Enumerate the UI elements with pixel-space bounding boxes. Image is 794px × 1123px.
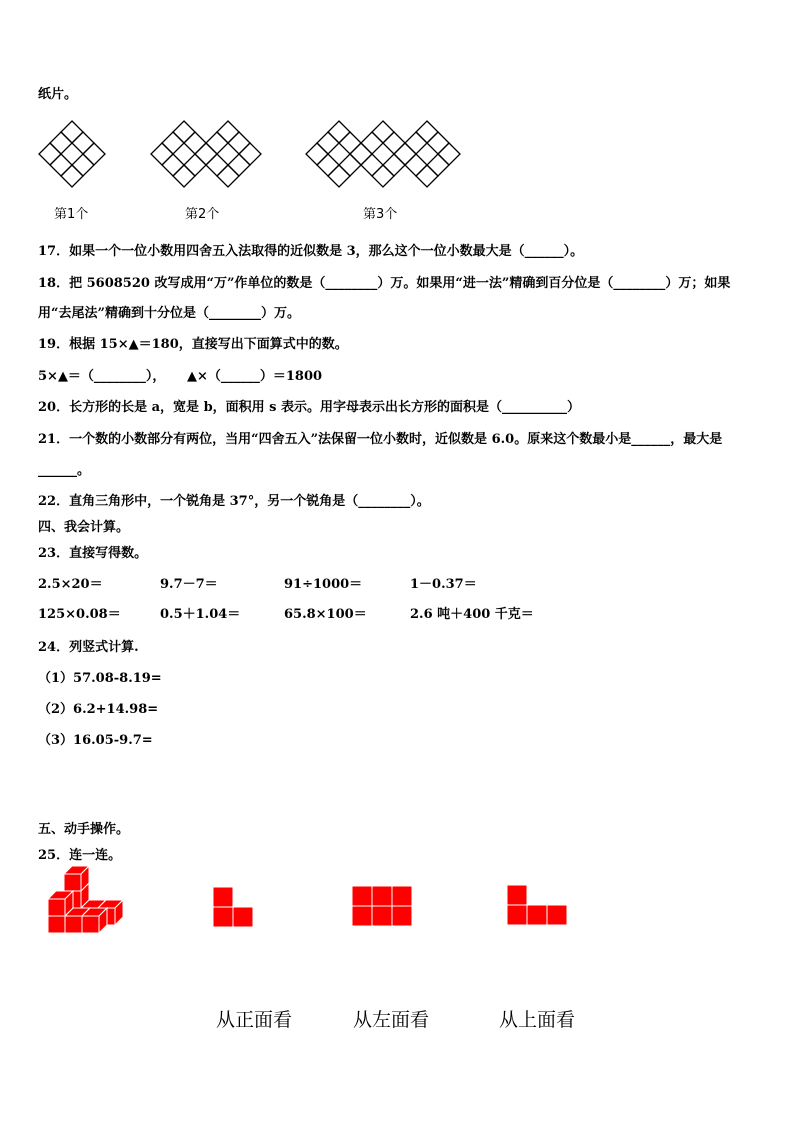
pattern-figure-1: [38, 118, 118, 190]
question-22: 22．直角三角形中，一个锐角是 37°，另一个锐角是（________）。: [38, 494, 430, 509]
question-20: 20．长方形的长是 a，宽是 b，面积用 s 表示。用字母表示出长方形的面积是（__________）: [38, 400, 581, 415]
pattern-figure-3: [305, 118, 475, 190]
diamond-square: [438, 143, 460, 165]
diamond-square: [173, 165, 195, 187]
diamond-square: [228, 132, 250, 154]
question-23: 23．直接写得数。: [38, 546, 148, 561]
view-shape-grid: [351, 885, 413, 929]
diamond-square: [361, 154, 383, 176]
question-17: 17．如果一个一位小数用四舍五入法取得的近似数是 3，那么这个一位小数最大是（______）。: [38, 244, 584, 259]
diamond-square: [427, 154, 449, 176]
view-label-front: 从正面看: [216, 1009, 293, 1031]
diamond-square: [61, 165, 83, 187]
diamond-square: [339, 154, 361, 176]
diamond-square: [50, 154, 72, 176]
question-21-line-1: 21．一个数的小数部分有两位，当用“四舍五入”法保留一位小数时，近似数是 6.0。原来这个数最小是______，最大是: [38, 432, 723, 447]
vertical-calc-item: （1）57.08-8.19=: [38, 671, 162, 686]
diamond-square: [383, 132, 405, 154]
calc-item: 125×0.08＝: [38, 607, 121, 622]
vertical-calc-item: （3）16.05-9.7=: [38, 733, 153, 748]
diamond-square: [339, 132, 361, 154]
diamond-square: [427, 132, 449, 154]
diamond-square: [151, 143, 173, 165]
unit-cube: [82, 908, 107, 933]
view-label-left: 从左面看: [353, 1009, 430, 1031]
calc-item: 0.5＋1.04＝: [160, 607, 241, 622]
view-shape-step: [506, 884, 568, 928]
question-18-line-2: 用“去尾法”精确到十分位是（________）万。: [38, 306, 300, 321]
diamond-square: [39, 143, 61, 165]
question-19-part-a: 5×▲＝（________），: [38, 369, 166, 384]
diamond-square: [72, 154, 94, 176]
diamond-square: [416, 121, 438, 143]
diamond-square: [317, 154, 339, 176]
question-24: 24．列竖式计算.: [38, 640, 139, 655]
calc-item: 2.5×20＝: [38, 577, 103, 592]
diamond-square: [195, 143, 217, 165]
diamond-square: [228, 154, 250, 176]
diamond-square: [217, 121, 239, 143]
diamond-square: [361, 132, 383, 154]
diamond-square: [394, 143, 416, 165]
question-19-part-b: ▲×（______）＝1800: [187, 369, 323, 384]
diamond-square: [416, 165, 438, 187]
vertical-calc-item: （2）6.2+14.98=: [38, 702, 159, 717]
calc-item: 1－0.37＝: [410, 577, 477, 592]
diamond-square: [328, 165, 350, 187]
diamond-square: [206, 132, 228, 154]
diamond-square: [350, 143, 372, 165]
calc-item: 91÷1000＝: [284, 577, 363, 592]
intro-fragment: 纸片。: [38, 87, 78, 102]
cube-solid-figure: [46, 874, 126, 936]
question-19: 19．根据 15×▲＝180，直接写出下面算式中的数。: [38, 337, 348, 352]
diamond-square: [372, 165, 394, 187]
diamond-square: [328, 121, 350, 143]
diamond-square: [162, 132, 184, 154]
calc-item: 2.6 吨＋400 千克＝: [410, 607, 534, 622]
diamond-square: [83, 143, 105, 165]
figure-caption-3: 第3个: [363, 207, 398, 222]
question-25: 25．连一连。: [38, 848, 122, 863]
diamond-square: [50, 132, 72, 154]
diamond-square: [184, 154, 206, 176]
section-5-heading: 五、动手操作。: [38, 822, 130, 837]
diamond-square: [162, 154, 184, 176]
pattern-figure-2: [150, 118, 280, 190]
view-label-top: 从上面看: [499, 1009, 576, 1031]
diamond-square: [383, 154, 405, 176]
diamond-square: [184, 132, 206, 154]
diamond-square: [217, 165, 239, 187]
diamond-square: [306, 143, 328, 165]
diamond-square: [72, 132, 94, 154]
diamond-square: [61, 121, 83, 143]
diamond-square: [317, 132, 339, 154]
figure-caption-1: 第1个: [54, 207, 89, 222]
unit-cube: [48, 891, 73, 916]
question-21-line-2: ______。: [38, 463, 91, 478]
figure-caption-2: 第2个: [185, 207, 220, 222]
diamond-square: [206, 154, 228, 176]
section-4-heading: 四、我会计算。: [38, 520, 130, 535]
diamond-square: [173, 121, 195, 143]
diamond-square: [239, 143, 261, 165]
diamond-square: [405, 132, 427, 154]
diamond-square: [405, 154, 427, 176]
view-shape-l: [212, 886, 256, 930]
unit-cube: [64, 866, 89, 891]
diamond-square: [372, 121, 394, 143]
calc-item: 9.7－7＝: [160, 577, 218, 592]
question-18-line-1: 18．把 5608520 改写成用“万”作单位的数是（________）万。如果用“进一法”精确到百分位是（________）万；如果: [38, 276, 731, 291]
calc-item: 65.8×100＝: [284, 607, 367, 622]
